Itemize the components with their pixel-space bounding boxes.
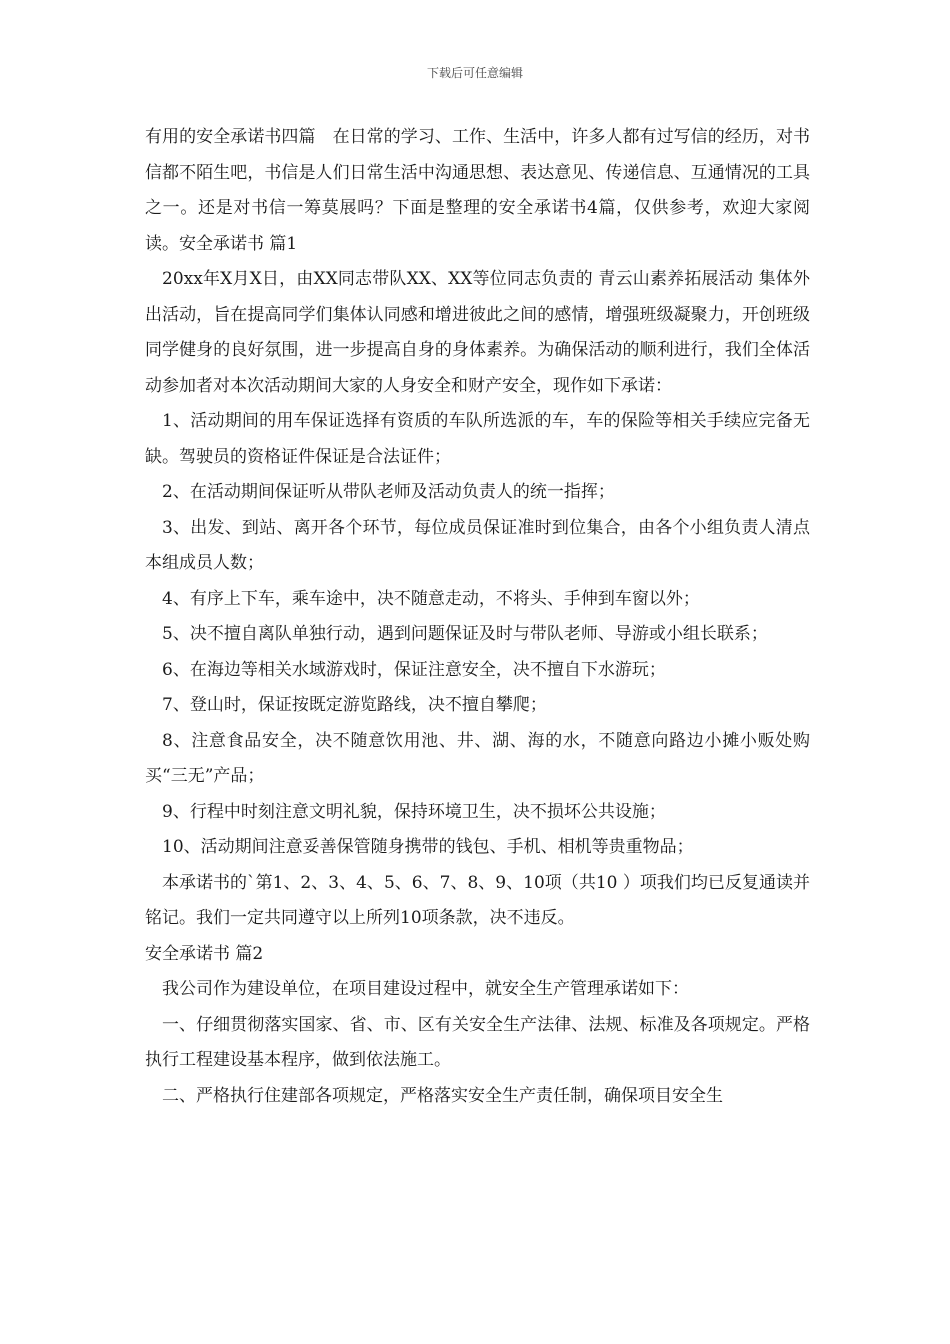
body-paragraph: 我公司作为建设单位，在项目建设过程中，就安全生产管理承诺如下：: [162, 979, 689, 999]
list-item: 9、行程中时刻注意文明礼貌，保持环境卫生，决不损坏公共设施；: [162, 801, 666, 822]
list-item: 5、决不擅自离队单独行动，遇到问题保证及时与带队老师、导游或小组长联系；: [162, 624, 768, 644]
list-item: 4、有序上下车，乘车途中，决不随意走动，不将头、手伸到车窗以外；: [162, 588, 700, 609]
body-paragraph: 本承诺书的`第1、2、3、4、5、6、7、8、9、10项（共10 ）项我们均已反复通读并铭记。我们一定共同遵守以上所列10项条款，决不违反。: [145, 872, 810, 928]
list-item: 6、在海边等相关水域游戏时，保证注意安全，决不擅自下水游玩；: [162, 659, 666, 680]
list-item: 二、严格执行住建部各项规定，严格落实安全生产责任制，确保项目安全生: [162, 1085, 723, 1106]
list-item: 3、出发、到站、离开各个环节，每位成员保证准时到位集合，由各个小组负责人清点本组成员人数；: [145, 517, 810, 573]
document-body: [145, 120, 810, 1114]
list-item: 2、在活动期间保证听从带队老师及活动负责人的统一指挥；: [162, 482, 615, 502]
body-paragraph: 20xx年X月X日，由XX同志带队XX、XX等位同志负责的 青云山素养拓展活动 集体外出活动，旨在提高同学们集体认同感和增进彼此之间的感情，增强班级凝聚力，开创班级同学健身的良好氛围，进一步提高自身的身体素养。为确保活动的顺利进行，我们全体活动参加者对本次活动期间大家的人身安全和财产安全，现作如下承诺：: [145, 269, 810, 396]
list-item: 8、注意食品安全，决不随意饮用池、井、湖、海的水，不随意向路边小摊小贩处购买“三无”产品；: [145, 730, 810, 786]
list-item: 一、仔细贯彻落实国家、省、市、区有关安全生产法律、法规、标准及各项规定。严格执行工程建设基本程序，做到依法施工。: [145, 1014, 810, 1070]
list-item: 1、活动期间的用车保证选择有资质的车队所选派的车，车的保险等相关手续应完备无缺。驾驶员的资格证件保证是合法证件；: [145, 411, 810, 467]
list-item: 7、登山时，保证按既定游览路线，决不擅自攀爬；: [162, 695, 547, 715]
intro-paragraph: 有用的安全承诺书四篇 在日常的学习、工作、生活中，许多人都有过写信的经历，对书信都不陌生吧，书信是人们日常生活中沟通思想、表达意见、传递信息、互通情况的工具之一。还是对书信一筹莫展吗？下面是整理的安全承诺书4篇，仅供参考，欢迎大家阅读。安全承诺书 篇1: [145, 127, 810, 254]
list-item: 10、活动期间注意妥善保管随身携带的钱包、手机、相机等贵重物品；: [162, 837, 694, 857]
section-heading: 安全承诺书 篇2: [145, 943, 264, 964]
page-header: 下载后可任意编辑: [426, 66, 523, 80]
